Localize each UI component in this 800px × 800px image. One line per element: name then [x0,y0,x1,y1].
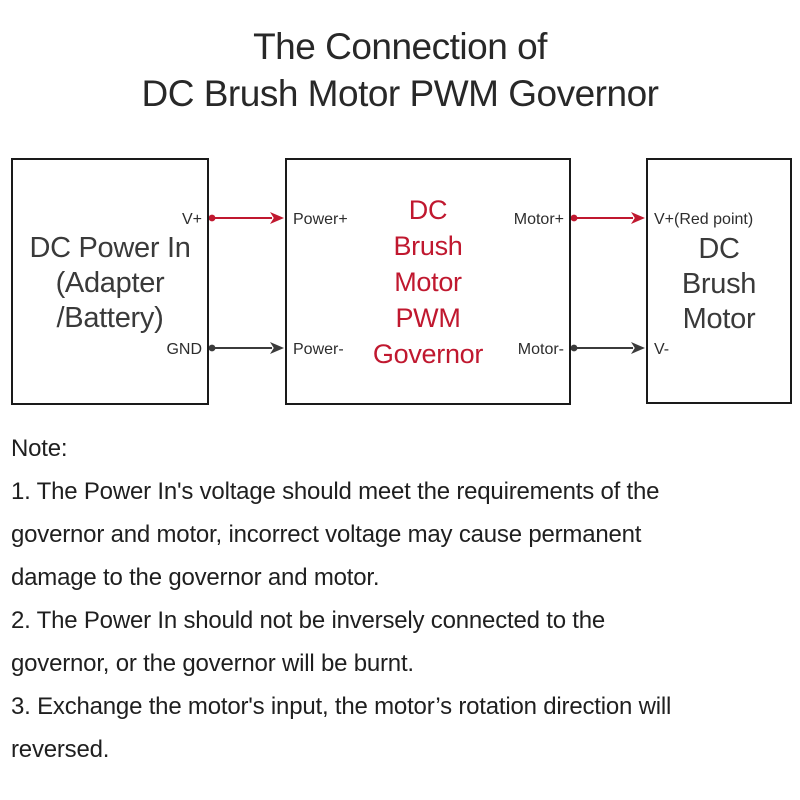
arrowhead [631,342,645,354]
wire-gnd-to-powerminus [209,342,284,354]
note-1-line-1: 1. The Power In's voltage should meet the requirements of the [11,478,660,505]
arrowhead [631,212,645,224]
note-2-line-2: governor, or the governor will be burnt. [11,650,414,677]
wire-start-dot [209,345,216,352]
wire-motorminus-to-vminus [571,342,645,354]
governor-box [285,158,571,405]
note-heading: Note: [11,435,68,462]
governor-line-2: Brush [393,231,463,261]
pin-gnd: GND [166,341,202,358]
pin-motorminus: Motor- [517,341,564,358]
wire-start-dot [571,215,578,222]
power-in-line-3: /Battery) [56,302,164,334]
arrowhead [270,212,284,224]
motor-line-3: Motor [682,303,756,335]
power-in-line-2: (Adapter [55,267,165,299]
note-3-line-1: 3. Exchange the motor's input, the motor’s rotation direction will [11,693,672,720]
note-2-line-1: 2. The Power In should not be inversely connected to the [11,607,606,634]
title-line-1: The Connection of [253,26,547,67]
governor-line-5: Governor [372,339,484,369]
note-3-line-2: reversed. [11,736,110,763]
power-in-box [11,158,209,405]
pin-vminus: V- [654,341,670,358]
motor-line-2: Brush [681,268,757,300]
wire-start-dot [209,215,216,222]
note-1-line-3: damage to the governor and motor. [11,564,380,591]
motor-line-1: DC [698,233,740,265]
governor-line-1: DC [408,195,448,225]
power-in-box-title [13,231,207,336]
pin-powerplus: Power+ [293,211,348,228]
governor-line-3: Motor [394,267,462,297]
pin-vplus: V+ [181,211,202,228]
pin-motorplus: Motor+ [513,211,564,228]
note-1-line-2: governor and motor, incorrect voltage may cause permanent [11,521,642,548]
title-line-2: DC Brush Motor PWM Governor [141,73,659,114]
wire-vplus-to-powerplus [209,212,284,224]
motor-box [646,158,792,404]
arrowhead [270,342,284,354]
notes-section [11,427,796,771]
governor-line-4: PWM [395,303,461,333]
wire-start-dot [571,345,578,352]
page-title [0,23,800,117]
pin-powerminus: Power- [293,341,344,358]
pin-vplus-redpoint: V+(Red point) [654,211,754,228]
power-in-line-1: DC Power In [29,232,191,264]
motor-box-title [648,232,790,337]
governor-box-title [287,192,569,372]
wire-motorplus-to-vplus [571,212,645,224]
